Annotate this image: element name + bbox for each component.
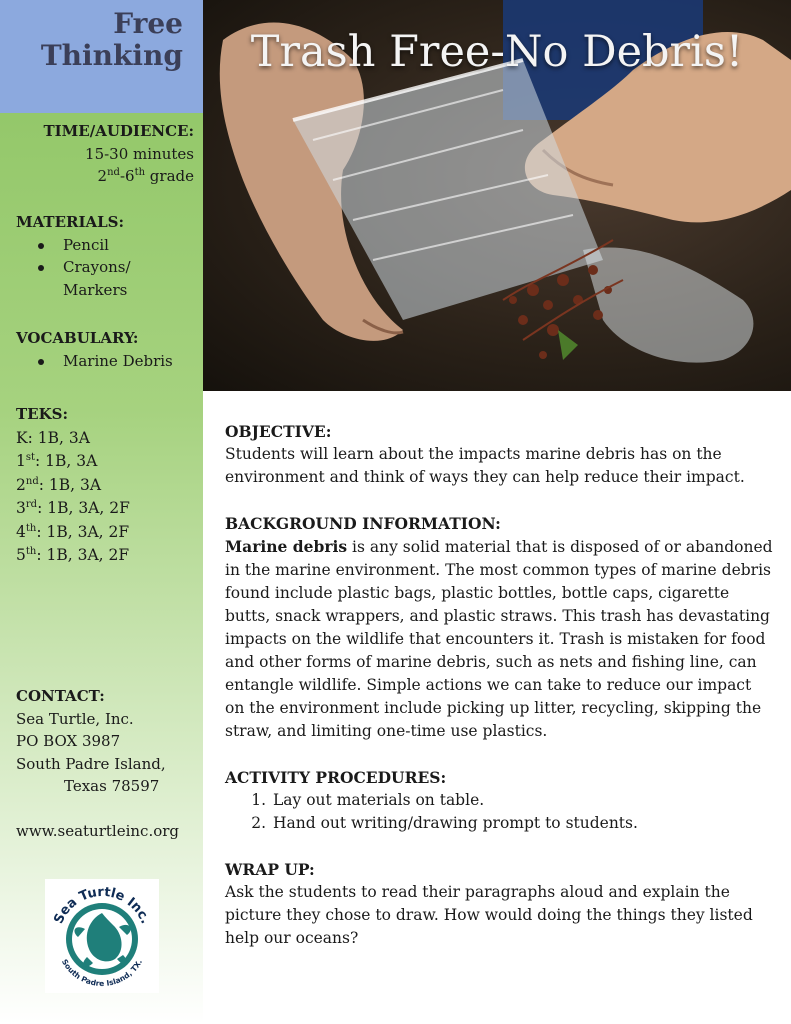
time-audience-heading: TIME/AUDIENCE: [43,122,194,140]
website-link[interactable]: www.seaturtleinc.org [16,821,180,840]
teks-row: 1st: 1B, 3A [16,451,98,470]
main-content [225,420,773,950]
contact-po-box: PO BOX 3987 [16,732,121,750]
logo-location-text: South Padre Island, TX. [59,957,145,989]
vocabulary-list [16,350,194,373]
page-title: Trash Free-No Debris! [250,27,744,77]
procedures-list [225,789,773,835]
materials-section [16,211,194,301]
grade-range-text: 2nd-6th grade [97,167,194,185]
materials-item: Pencil [16,234,194,257]
background-heading: BACKGROUND INFORMATION: [225,514,501,533]
brand-line-2: Thinking [40,39,183,72]
materials-heading: MATERIALS: [16,213,125,231]
brand-title [3,8,183,72]
procedures-heading: ACTIVITY PROCEDURES: [225,768,447,787]
teks-row: K: 1B, 3A [16,428,90,447]
teks-section [16,403,194,568]
contact-org: Sea Turtle, Inc. [16,709,134,728]
background-text: Marine debris is any solid material that is disposed of or abandoned in the marine environment. The most common types of marine debris found include plastic bags, plastic bottles, bottle caps, cigarette butts, snack wrappers, and plastic straws. This trash has devastating impacts on the wildlife that encounters it. Trash is mistaken for food and other forms of marine debris, such as nets and fishing line, can entangle wildlife. Simple actions we can take to reduce our impact on the environment include picking up litter, recycling, skipping the straw, and limiting one-time use plastics. [225,537,773,740]
sea-turtle-logo-icon [45,879,159,993]
objective-heading: OBJECTIVE: [225,422,332,441]
sea-turtle-logo [45,879,159,993]
marine-debris-term: Marine debris [225,537,348,556]
materials-list [16,234,194,302]
procedure-step: 1. Lay out materials on table. [271,789,773,812]
contact-heading: CONTACT: [16,687,105,705]
procedure-step: 2. Hand out writing/drawing prompt to students. [271,812,773,835]
sidebar-header [0,0,203,113]
brand-line-1: Free [113,7,183,40]
duration-text: 15-30 minutes [85,144,194,163]
contact-city: South Padre Island, [16,754,166,773]
objective-text: Students will learn about the impacts marine debris has on the environment and think of ways they can help reduce their impact. [225,445,745,486]
materials-item: Crayons/ Markers [16,256,153,301]
hero-photo [203,0,791,391]
logo-name-text: Sea Turtle Inc. [51,884,153,927]
time-audience-section [16,120,194,188]
contact-state: Texas 78597 [64,777,160,795]
teks-row: 3rd: 1B, 3A, 2F [16,498,130,517]
wrapup-heading: WRAP UP: [225,860,315,879]
vocabulary-item: Marine Debris [16,350,194,373]
teks-row: 4th: 1B, 3A, 2F [16,522,130,541]
vocabulary-heading: VOCABULARY: [16,329,139,347]
contact-section [16,685,194,842]
teks-row: 2nd: 1B, 3A [16,475,102,494]
teks-row: 5th: 1B, 3A, 2F [16,545,130,564]
vocabulary-section [16,327,194,372]
wrapup-text: Ask the students to read their paragraphs aloud and explain the picture they chose to draw. How would doing the things they listed help our oceans? [225,883,753,947]
teks-heading: TEKS: [16,405,69,423]
